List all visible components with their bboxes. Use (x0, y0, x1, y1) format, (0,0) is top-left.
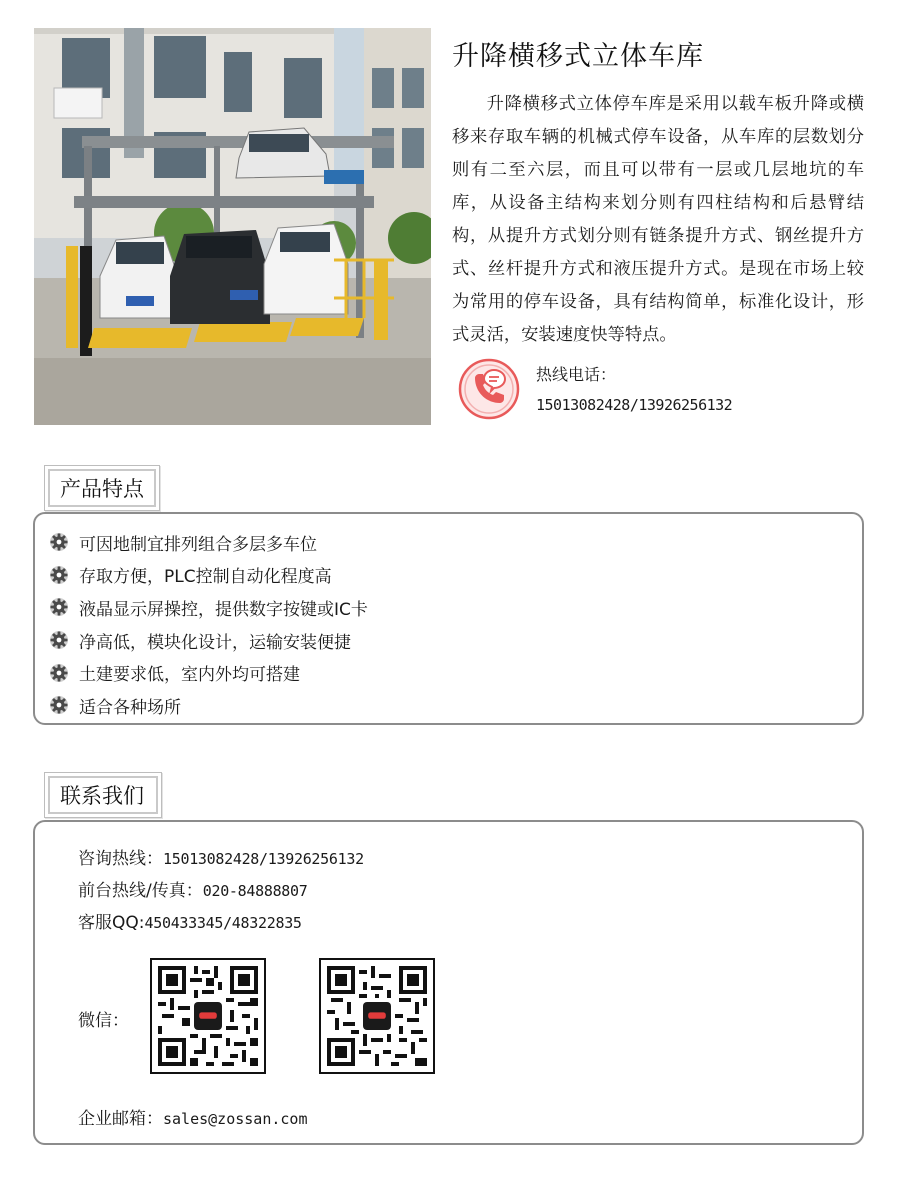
consult-value[interactable]: 15013082428/13926256132 (163, 850, 364, 868)
feature-item (49, 656, 368, 689)
service-qq (78, 908, 302, 933)
qr-code-icon (158, 966, 258, 1066)
email-label: 企业邮箱： (78, 1109, 163, 1129)
feature-text: 液晶显示屏操控，提供数字按键或IC卡 (79, 599, 368, 620)
feature-text: 适合各种场所 (79, 697, 181, 718)
features-heading: 产品特点 (48, 469, 156, 507)
gear-icon (49, 532, 69, 552)
feature-item (49, 591, 368, 624)
features-panel (33, 512, 864, 725)
consult-hotline (78, 844, 364, 869)
wechat-qr-code-2 (319, 958, 435, 1074)
wechat-label: 微信： (78, 1011, 129, 1031)
contact-heading: 联系我们 (48, 776, 158, 814)
front-desk-line (78, 876, 308, 901)
gear-icon (49, 663, 69, 683)
email-value[interactable]: sales@zossan.com (163, 1110, 308, 1128)
phone-chat-icon (458, 358, 520, 420)
feature-item (49, 624, 368, 657)
features-heading-tab (44, 465, 160, 511)
gear-icon (49, 597, 69, 617)
feature-text: 可因地制宜排列组合多层多车位 (79, 534, 317, 555)
feature-text: 净高低，模块化设计，运输安装便捷 (79, 632, 351, 653)
feature-list (49, 526, 368, 722)
front-value[interactable]: 020-84888807 (202, 882, 308, 900)
feature-item (49, 526, 368, 559)
product-photo (34, 28, 431, 425)
wechat-qr-code-1 (150, 958, 266, 1074)
contact-heading-tab (44, 772, 162, 818)
feature-text: 存取方便，PLC控制自动化程度高 (79, 567, 332, 588)
qq-value[interactable]: 450433345/48322835 (144, 914, 302, 932)
front-label: 前台热线/传真： (78, 881, 203, 901)
contact-panel (33, 820, 864, 1145)
hotline-block (458, 358, 878, 422)
company-email (78, 1104, 308, 1129)
hotline-label: 热线电话： (536, 365, 617, 384)
product-title: 升降横移式立体车库 (452, 41, 704, 72)
gear-icon (49, 630, 69, 650)
consult-label: 咨询热线： (78, 849, 163, 869)
feature-item (49, 559, 368, 592)
feature-item (49, 689, 368, 722)
feature-text: 土建要求低，室内外均可搭建 (79, 665, 300, 686)
gear-icon (49, 695, 69, 715)
gear-icon (49, 565, 69, 585)
qq-label: 客服QQ: (78, 913, 145, 933)
qr-code-icon (327, 966, 427, 1066)
hotline-numbers[interactable]: 15013082428/13926256132 (536, 396, 733, 414)
product-description: 升降横移式立体停车库是采用以载车板升降或横移来存取车辆的机械式停车设备，从车库的层数划分则有二至六层，而且可以带有一层或几层地坑的车库，从设备主结构来划分则有四柱结构和后悬臂结构，从提升方式划分则有链条提升方式、钢丝提升方式、丝杆提升方式和液压提升方式。是现在市场上较为常用的停车设备，具有结构简单，标准化设计，形式灵活，安装速度快等特点。 (452, 94, 864, 345)
